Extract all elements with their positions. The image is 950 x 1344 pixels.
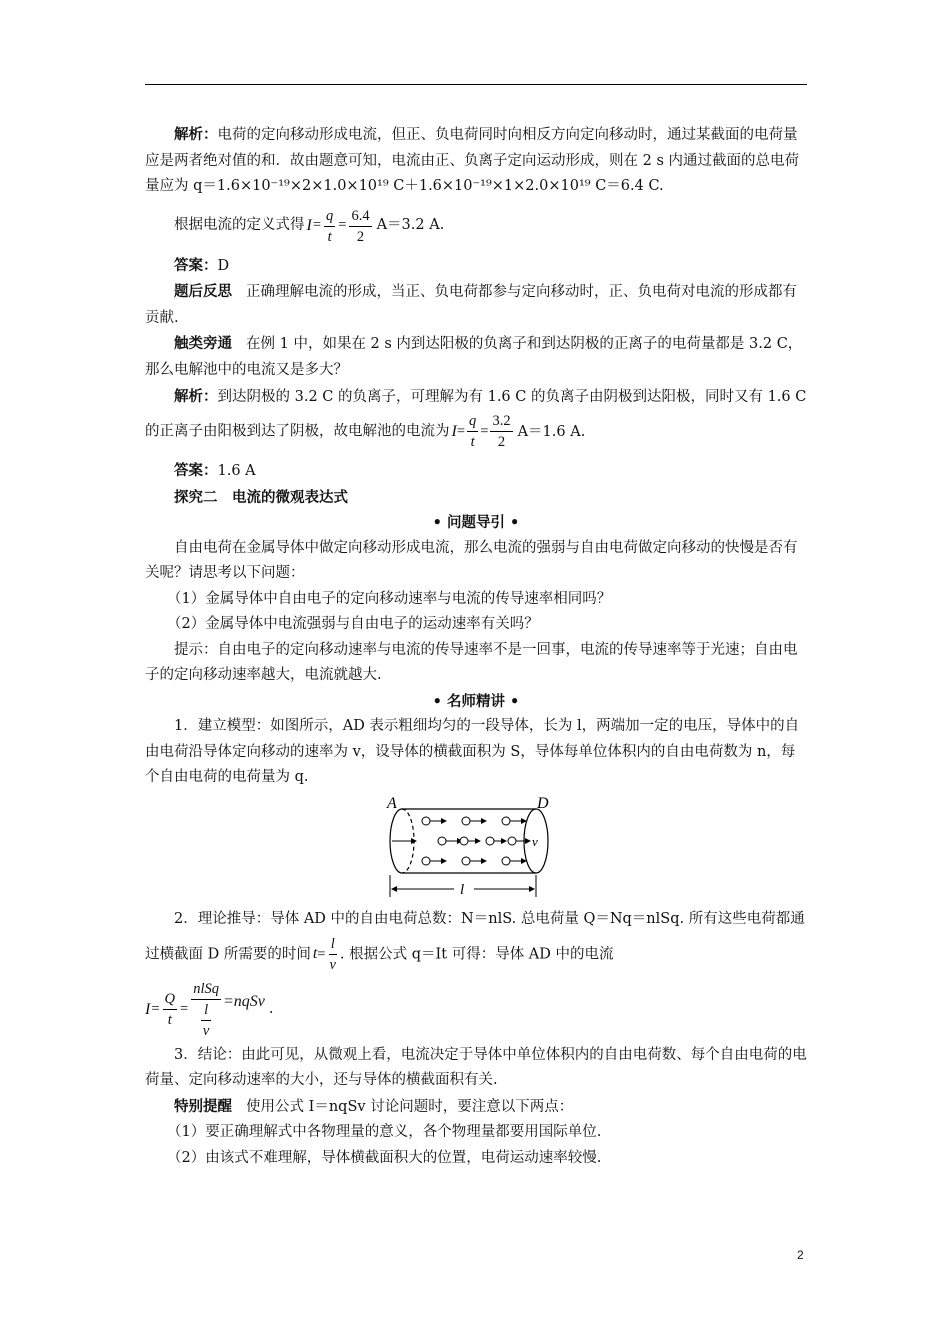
reminder-1: （1）要正确理解式中各物理量的意义，各个物理量都要用国际单位. (167, 1124, 602, 1140)
fraction-value: $\frac{6.4}{2}$ (351, 207, 370, 245)
reflection-paragraph: 题后反思 正确理解电流的形成，当正、负电荷都参与定向移动时，正、负电荷对电流的形成都有贡献. (145, 283, 797, 326)
section-2-title: 探究二 电流的微观表达式 (174, 488, 348, 506)
guide-text: 自由电荷在金属导体中做定向移动形成电流，那么电流的强弱与自由电荷做定向移动的快慢是否有关呢？请思考以下问题： (145, 539, 798, 581)
conductor-diagram (145, 793, 807, 901)
analysis-text: 电荷的定向移动形成电流，但正、负电荷同时向相反方向定向移动时，通过某截面的电荷量应是两者绝对值的和．故由题意可知，电流由正、负离子定向运动形成，则在 2 s 内通过截面的总电荷量应为 q＝1.6×10⁻¹⁹×2×1.0×10¹⁹ C＋1.6×10⁻¹⁹×1×2.0×10¹⁹ C＝6.4 C. (145, 127, 799, 194)
label-v: v (532, 833, 538, 849)
fraction-nlsq: nlSq l v (193, 980, 219, 1039)
analysis-paragraph (145, 122, 807, 200)
answer-1: 答案：D (174, 256, 230, 274)
definition-suffix: A＝3.2 A. (376, 217, 445, 234)
page-content (145, 122, 807, 1171)
fraction-q-t: $\frac{q}{t}$ (326, 207, 334, 245)
analysis-2-paragraph: 解析：到达阴极的 3.2 C 的负离子，可理解为有 1.6 C 的负离子由阴极到达阳极，同时又有 1.6 C 的正离子由阳极到达了阴极，故电解池的电流为 I= $\frac{q}{t}$ = $\frac{3.2}{2}$ A＝1.6 A. (145, 388, 807, 450)
conclusion-text: 3．结论：由此可见，从微观上看，电流决定于导体中单位体积内的自由电荷数、每个自由电荷的电荷量、定向移动速率的大小，还与导体的横截面积有关. (145, 1046, 807, 1088)
label-l: l (460, 881, 465, 898)
fraction-l-v: $\frac{l}{v}$ (329, 935, 336, 973)
teacher-title: • 名师精讲 • (432, 692, 520, 710)
fraction-q-over-t: $\frac{Q}{t}$ (164, 991, 175, 1028)
guide-title: • 问题导引 • (432, 514, 520, 531)
definition-prefix: 根据电流的定义式得 (174, 217, 305, 234)
label-d: D (537, 794, 549, 812)
model-text: 1．建立模型：如图所示，AD 表示粗细均匀的一段导体，长为 l，两端加一定的电压，导体中的自由电荷沿导体定向移动的速率为 v，设导体的横截面积为 S，导体每单位体积内的自由电荷数为 n，每个自由电荷的电荷量为 q. (145, 718, 800, 785)
derivation-text: 2．理论推导：导体 AD 中的自由电荷总数：N＝nlS. 总电荷量 Q＝Nq＝nlSq. 所有这些电荷都通过横截面 D 所需要的时间 t= $\frac{l}{v}$ . 根据公式 q＝It 可得：导体 AD 中的电流 (145, 910, 805, 973)
hint-text: 提示：自由电子的定向移动速率与电流的传导速率不是一回事，电流的传导速率等于光速；自由电子的定向移动速率越大，电流就越大. (145, 641, 798, 683)
fraction-value-2: $\frac{3.2}{2}$ (492, 413, 511, 450)
special-reminder: 特别提醒 使用公式 I＝nqSv 讨论问题时，要注意以下两点： (174, 1097, 574, 1115)
current-definition-line: 根据电流的定义式得 I = $\frac{q}{t}$ = $\frac{6.4}{2}$ A＝3.2 A. (174, 207, 445, 245)
answer-2: 答案：1.6 A (174, 462, 256, 479)
touch-paragraph: 触类旁通 在例 1 中，如果在 2 s 内到达阳极的负离子和到达阴极的正离子的电荷量都是 3.2 C，那么电解池中的电流又是多大？ (145, 335, 803, 378)
fraction-q-t-2: $\frac{q}{t}$ (469, 413, 477, 450)
reminder-2: （2）由该式不难理解，导体横截面积大的位置，电荷运动速率较慢. (167, 1149, 602, 1166)
label-a: A (387, 794, 397, 812)
question-1: （1）金属导体中自由电子的定向移动速率与电流的传导速率相同吗？ (167, 590, 612, 607)
question-2: （2）金属导体中电流强弱与自由电子的运动速率有关吗？ (167, 616, 539, 632)
var-i: I (306, 217, 312, 235)
analysis-label: 解析： (174, 126, 218, 143)
conductor-svg (376, 793, 576, 901)
equals-sign: = (312, 217, 322, 234)
page-number: 2 (797, 1248, 804, 1262)
header-rule (145, 84, 807, 85)
current-formula-line: I = $\frac{Q}{t}$ = nlSq l v =nqSv . (145, 980, 274, 1039)
